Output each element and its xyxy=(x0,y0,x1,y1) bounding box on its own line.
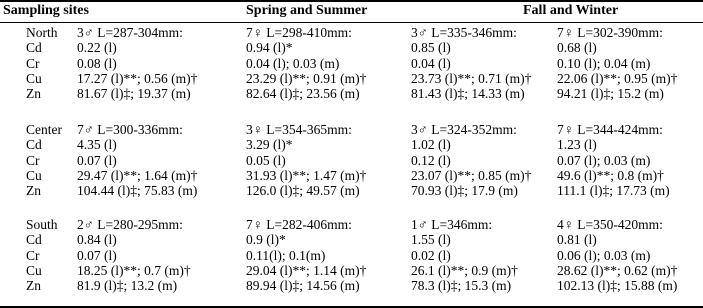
table-cell: 23.07 (l)**; 0.85 (m)† xyxy=(411,167,532,183)
header-rule xyxy=(0,22,703,23)
table-cell: 102.13 (l)‡; 15.88 (m) xyxy=(557,278,678,294)
group-head-cell: 4♀ L=350-420mm: xyxy=(557,217,663,232)
group-head-cell: 7♀ L=282-406mm: xyxy=(246,217,352,232)
table-cell: 94.21 (l)‡; 15.2 (m) xyxy=(557,86,664,102)
table-row xyxy=(0,137,703,152)
group-head-cell: 7♂ L=300-336mm: xyxy=(77,122,183,137)
metal-label: Zn xyxy=(26,86,41,102)
site-group-south xyxy=(0,217,703,293)
bottom-rule xyxy=(0,306,703,308)
table-cell: 29.47 (l)**; 1.64 (m)† xyxy=(77,167,198,183)
table-cell: 0.11(l); 0.1(m) xyxy=(246,247,326,263)
table-cell: 3.29 (l)* xyxy=(246,137,293,153)
table-row xyxy=(0,153,703,168)
metal-label: Cr xyxy=(26,247,40,263)
header-spring-summer: Spring and Summer xyxy=(246,3,368,18)
table-row xyxy=(0,263,703,278)
site-row xyxy=(0,25,703,40)
table-cell: 1.02 (l) xyxy=(411,137,451,153)
metal-label: Cu xyxy=(26,262,42,278)
table-row xyxy=(0,168,703,183)
table-cell: 23.29 (l)**; 0.91 (m)† xyxy=(246,70,367,86)
table-cell: 81.43 (l)‡; 14.33 (m) xyxy=(411,86,525,102)
table-row xyxy=(0,248,703,263)
site-row xyxy=(0,217,703,232)
header-sampling-sites: Sampling sites xyxy=(3,3,89,18)
group-head-cell: 7♀ L=344-424mm: xyxy=(557,122,663,137)
group-head-cell: 3♂ L=287-304mm: xyxy=(77,25,183,40)
table-cell: 0.08 (l) xyxy=(77,55,117,71)
table-cell: 0.10 (l); 0.04 (m) xyxy=(557,55,651,71)
metal-label: Cd xyxy=(26,232,42,248)
table-row xyxy=(0,86,703,101)
table-row xyxy=(0,56,703,71)
metal-label: Cd xyxy=(26,40,42,56)
table-cell: 26.1 (l)**; 0.9 (m)† xyxy=(411,262,518,278)
table-cell: 0.04 (l) xyxy=(411,55,451,71)
table-cell: 0.94 (l)* xyxy=(246,40,293,56)
table-cell: 1.55 (l) xyxy=(411,232,451,248)
site-row xyxy=(0,122,703,137)
group-head-cell: 7♀ L=298-410mm: xyxy=(246,25,352,40)
site-name: Center xyxy=(26,122,62,137)
table-cell: 23.73 (l)**; 0.71 (m)† xyxy=(411,70,532,86)
table-cell: 89.94 (l)‡; 14.56 (m) xyxy=(246,278,360,294)
table-cell: 0.04 (l); 0.03 (m) xyxy=(246,55,340,71)
table-cell: 0.02 (l) xyxy=(411,247,451,263)
table-cell: 0.07 (l) xyxy=(77,247,117,263)
group-head-cell: 1♂ L=346mm: xyxy=(411,217,493,232)
table-cell: 104.44 (l)‡; 75.83 (m) xyxy=(77,183,198,199)
table-cell: 0.85 (l) xyxy=(411,40,451,56)
group-head-cell: 3♂ L=324-352mm: xyxy=(411,122,517,137)
metal-label: Cu xyxy=(26,70,42,86)
table-cell: 0.81 (l) xyxy=(557,232,597,248)
group-head-cell: 2♂ L=280-295mm: xyxy=(77,217,183,232)
site-group-north xyxy=(0,25,703,101)
table-cell: 81.67 (l)‡; 19.37 (m) xyxy=(77,86,191,102)
table-cell: 0.05 (l) xyxy=(246,152,286,168)
metal-label: Zn xyxy=(26,183,41,199)
header-fall-winter: Fall and Winter xyxy=(523,3,619,18)
site-name: North xyxy=(26,25,58,40)
group-head-cell: 3♀ L=354-365mm: xyxy=(246,122,352,137)
metal-label: Cr xyxy=(26,152,40,168)
metal-label: Cr xyxy=(26,55,40,71)
table-cell: 82.64 (l)‡; 23.56 (m) xyxy=(246,86,360,102)
table-row xyxy=(0,232,703,247)
table-cell: 0.07 (l) xyxy=(77,152,117,168)
table-row xyxy=(0,278,703,293)
table-cell: 0.84 (l) xyxy=(77,232,117,248)
table-cell: 0.22 (l) xyxy=(77,40,117,56)
table-cell: 4.35 (l) xyxy=(77,137,117,153)
table-cell: 17.27 (l)**; 0.56 (m)† xyxy=(77,70,198,86)
group-head-cell: 7♀ L=302-390mm: xyxy=(557,25,663,40)
table-cell: 81.9 (l)‡; 13.2 (m) xyxy=(77,278,178,294)
table-cell: 31.93 (l)**; 1.47 (m)† xyxy=(246,167,367,183)
table-cell: 49.6 (l)**; 0.8 (m)† xyxy=(557,167,664,183)
table-cell: 0.9 (l)* xyxy=(246,232,286,248)
table-cell: 29.04 (l)**; 1.14 (m)† xyxy=(246,262,367,278)
table-cell: 111.1 (l)‡; 17.73 (m) xyxy=(557,183,670,199)
table-row xyxy=(0,71,703,86)
table-cell: 18.25 (l)**; 0.7 (m)† xyxy=(77,262,191,278)
table-cell: 0.12 (l) xyxy=(411,152,451,168)
group-head-cell: 3♂ L=335-346mm: xyxy=(411,25,517,40)
table-cell: 126.0 (l)‡; 49.57 (m) xyxy=(246,183,360,199)
table-cell: 28.62 (l)**; 0.62 (m)† xyxy=(557,262,678,278)
metal-label: Zn xyxy=(26,278,41,294)
site-group-center xyxy=(0,122,703,198)
metal-label: Cu xyxy=(26,167,42,183)
metal-label: Cd xyxy=(26,137,42,153)
table-cell: 0.68 (l) xyxy=(557,40,597,56)
table-cell: 0.07 (l); 0.03 (m) xyxy=(557,152,651,168)
table-row xyxy=(0,40,703,55)
table-cell: 70.93 (l)‡; 17.9 (m) xyxy=(411,183,518,199)
table-cell: 22.06 (l)**; 0.95 (m)† xyxy=(557,70,678,86)
table-cell: 0.06 (l); 0.03 (m) xyxy=(557,247,651,263)
site-name: South xyxy=(26,217,58,232)
table-cell: 78.3 (l)‡; 15.3 (m) xyxy=(411,278,512,294)
table-row xyxy=(0,183,703,198)
table-cell: 1.23 (l) xyxy=(557,137,597,153)
